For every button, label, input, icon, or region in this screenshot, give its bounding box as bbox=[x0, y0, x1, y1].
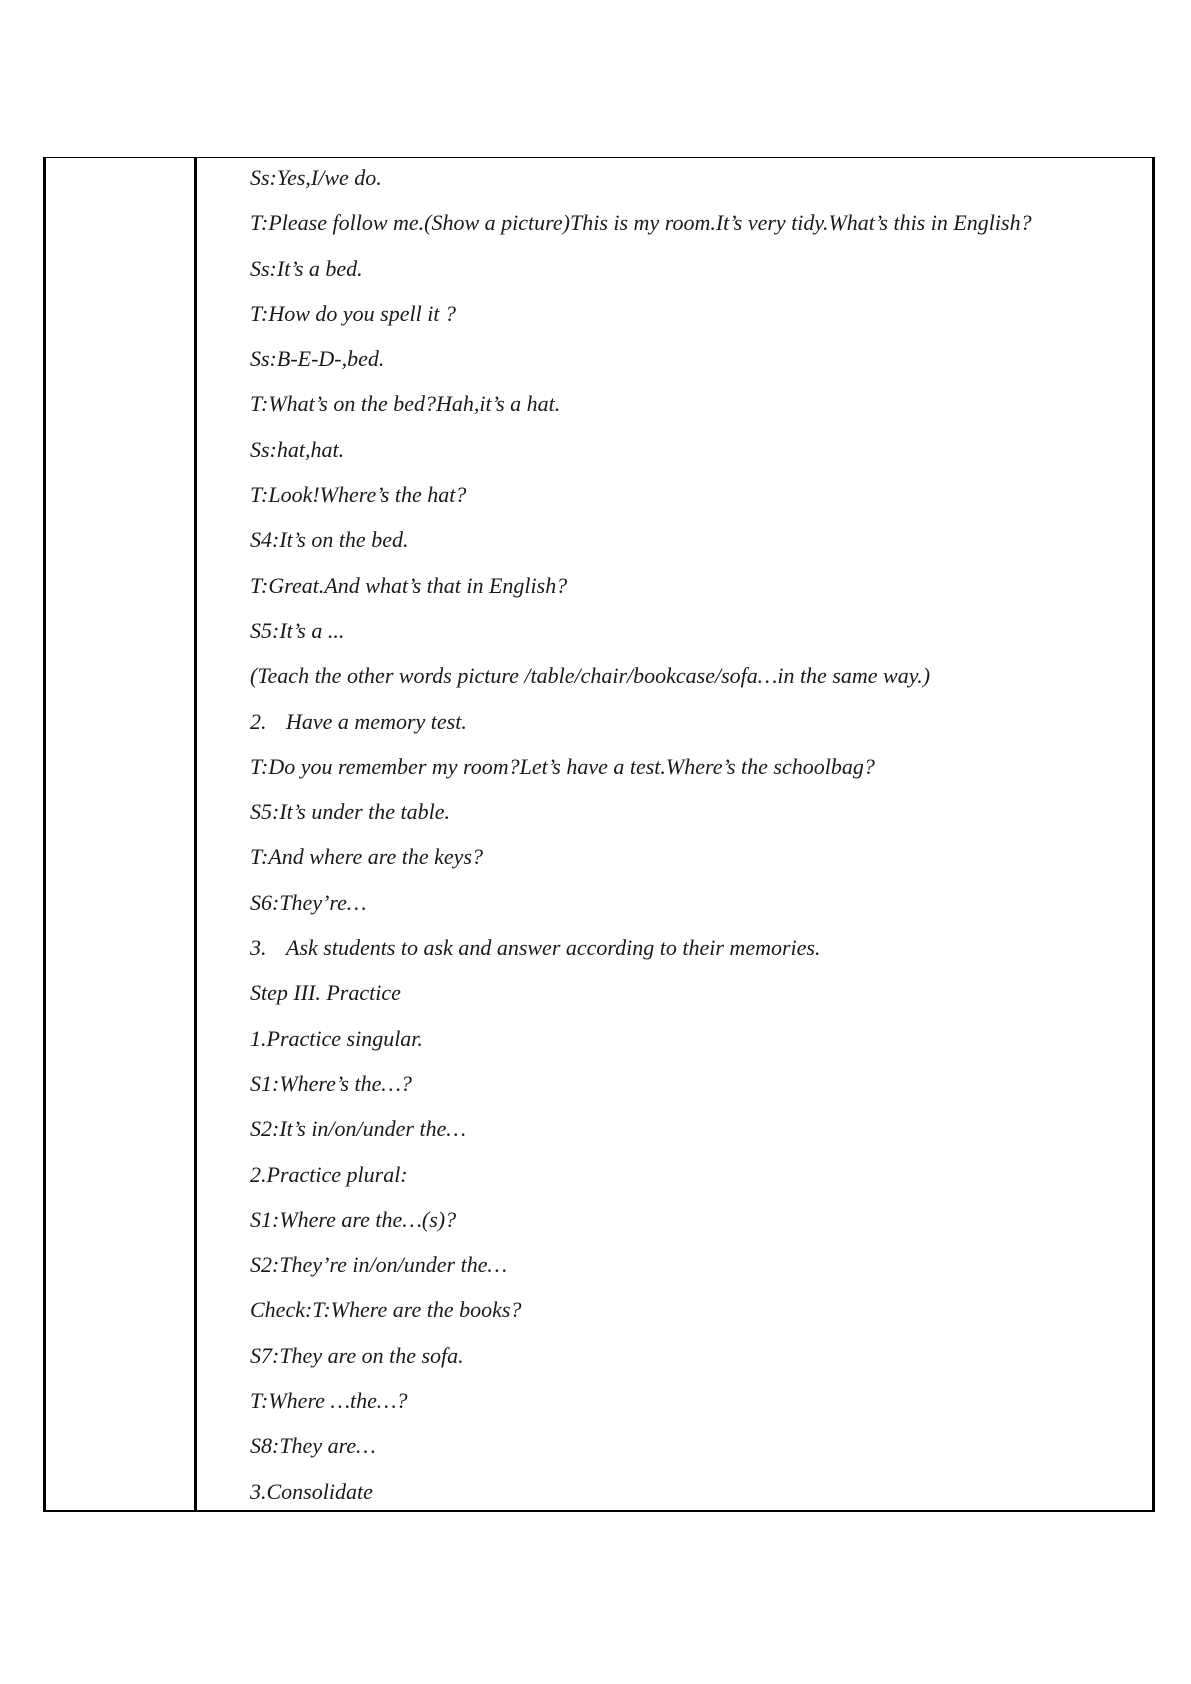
text-line: S4:It’s on the bed. bbox=[250, 527, 409, 553]
text-line: 3.Consolidate bbox=[250, 1478, 373, 1504]
text-line: 2.Practice plural: bbox=[250, 1161, 408, 1187]
text-line: T:Do you remember my room?Let’s have a test.Where’s the schoolbag? bbox=[250, 753, 875, 779]
text-line: Check:T:Where are the books? bbox=[250, 1297, 522, 1323]
text-line: S7:They are on the sofa. bbox=[250, 1342, 464, 1368]
text-line: S1:Where’s the…? bbox=[250, 1070, 412, 1096]
text-line: S2:They’re in/on/under the… bbox=[250, 1252, 508, 1278]
numbered-line: 2. Have a memory test. bbox=[250, 704, 1032, 749]
text-line: Ss:It’s a bed. bbox=[250, 255, 363, 281]
text-line: T:What’s on the bed?Hah,it’s a hat. bbox=[250, 391, 561, 417]
text-line: T:How do you spell it ? bbox=[250, 300, 456, 326]
text-line: Ss:Yes,I/we do. bbox=[250, 165, 382, 190]
text-line: S6:They’re… bbox=[250, 889, 367, 915]
procedure-cell bbox=[197, 158, 1152, 1510]
dialogue-lines bbox=[250, 160, 1032, 1519]
text-line: Step III. Practice bbox=[250, 980, 401, 1006]
text-line: T:Great.And what’s that in English? bbox=[250, 572, 568, 598]
text-line: Ss:B-E-D-,bed. bbox=[250, 346, 385, 372]
text-line: 1.Practice singular. bbox=[250, 1025, 423, 1051]
text-line: T:Where …the…? bbox=[250, 1388, 408, 1414]
text-line: T:Please follow me.(Show a picture)This is my room.It’s very tidy.What’s this in English? bbox=[250, 210, 1032, 236]
step-label-cell bbox=[46, 158, 197, 1510]
text-line: T:And where are the keys? bbox=[250, 844, 483, 870]
numbered-line: 3. Ask students to ask and answer according to their memories. bbox=[250, 930, 1032, 975]
list-number: 2. bbox=[250, 708, 267, 734]
lesson-plan-table bbox=[43, 157, 1155, 1512]
list-number: 3. bbox=[250, 935, 267, 961]
text-line: S5:It’s under the table. bbox=[250, 799, 451, 825]
text-line: S2:It’s in/on/under the… bbox=[250, 1116, 466, 1142]
text-line: S1:Where are the…(s)? bbox=[250, 1206, 457, 1232]
text-line: S8:They are… bbox=[250, 1433, 376, 1459]
text-line: (Teach the other words picture /table/chair/bookcase/sofa…in the same way.) bbox=[250, 663, 931, 689]
text-line: Ss:hat,hat. bbox=[250, 436, 345, 462]
text-line: S5:It’s a ... bbox=[250, 617, 345, 643]
text-line: T:Look!Where’s the hat? bbox=[250, 482, 467, 508]
